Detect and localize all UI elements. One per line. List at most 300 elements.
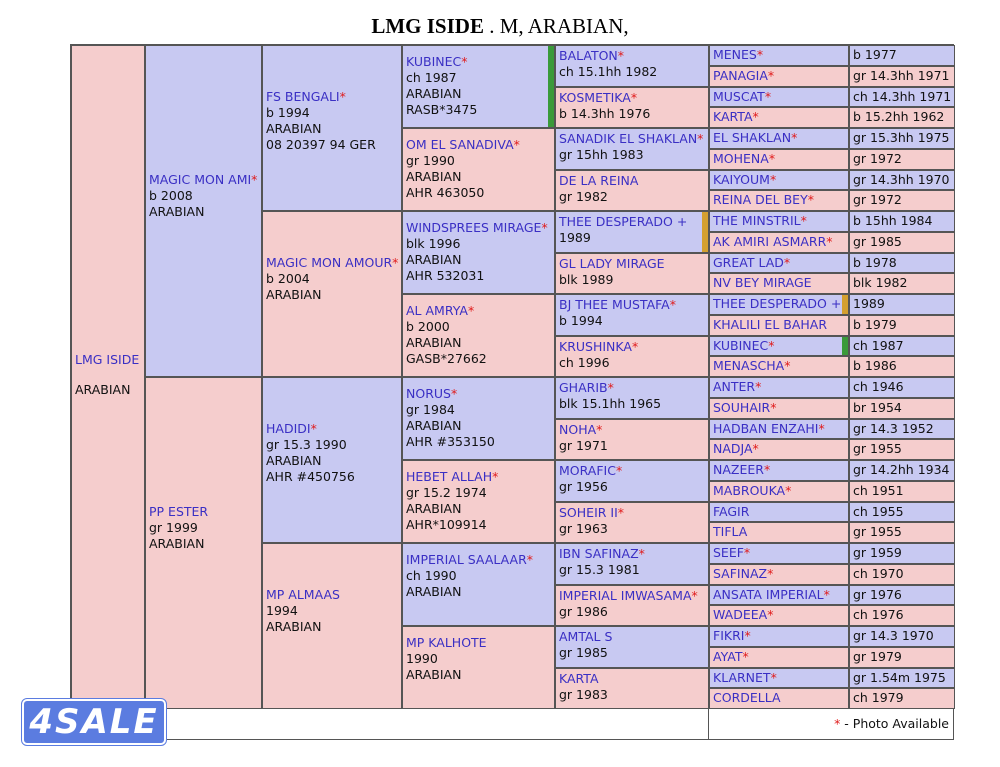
horse-detail: RASB*3475 <box>406 102 478 117</box>
photo-available-star: * <box>800 213 807 228</box>
horse-name-line <box>559 380 708 396</box>
generation-5-name-cell[interactable] <box>709 356 849 377</box>
parent-cell[interactable] <box>145 45 262 377</box>
generation-4-cell[interactable] <box>555 668 709 710</box>
generation-5-name-cell[interactable] <box>709 688 849 709</box>
generation-5-name-cell[interactable] <box>709 66 849 87</box>
horse-detail: b 1994 <box>559 313 603 328</box>
generation-5-name-cell[interactable] <box>709 377 849 398</box>
horse-detail: gr 1971 <box>559 437 608 453</box>
generation-5-info-cell: ch 1946 <box>849 377 955 398</box>
generation-5-name-cell[interactable] <box>709 87 849 108</box>
horse-detail: ARABIAN <box>406 418 462 433</box>
photo-available-star: * <box>513 137 520 152</box>
horse-detail: ch 15.1hh 1982 <box>559 64 658 79</box>
photo-available-star: * <box>785 482 792 498</box>
horse-detail: AHR 463050 <box>406 185 485 200</box>
grandparent-cell[interactable] <box>262 211 402 377</box>
generation-5-name-cell[interactable] <box>709 190 849 211</box>
photo-available-star: * <box>770 669 777 685</box>
generation-5-name-cell[interactable] <box>709 273 849 294</box>
horse-detail: 1990 <box>406 651 438 666</box>
great-grandparent-cell[interactable] <box>402 377 555 460</box>
horse-name-line <box>559 48 708 64</box>
horse-detail: ARABIAN <box>75 382 131 397</box>
horse-detail: ARABIAN <box>266 619 322 634</box>
horse-name-line <box>559 214 708 230</box>
horse-name-link[interactable]: SAFINAZ <box>713 565 768 581</box>
horse-name-link[interactable]: FS BENGALI <box>266 89 340 104</box>
horse-name-link[interactable]: AK AMIRI ASMARR <box>713 233 827 249</box>
legend-star: * <box>834 716 841 731</box>
horse-name-line <box>266 89 401 105</box>
horse-name-link[interactable]: KUBINEC <box>406 54 462 69</box>
horse-detail: ARABIAN <box>406 252 462 267</box>
horse-name-link[interactable]: KARTA <box>559 670 599 686</box>
horse-name-line <box>406 303 554 319</box>
horse-detail: gr 15hh 1983 <box>559 147 644 162</box>
horse-name-link[interactable]: SEEF <box>713 545 744 560</box>
generation-5-info-cell: ch 1970 <box>849 564 955 585</box>
horse-detail: ARABIAN <box>266 287 322 302</box>
generation-5-info-cell: ch 1987 <box>849 336 955 357</box>
photo-available-star: * <box>392 255 399 270</box>
horse-detail: b 2008 <box>149 188 193 203</box>
generation-4-cell[interactable] <box>555 585 709 627</box>
generation-5-name-cell[interactable] <box>709 605 849 626</box>
horse-detail: gr 1983 <box>559 686 608 702</box>
horse-name-link[interactable]: LMG ISIDE <box>75 352 140 367</box>
horse-detail: ARABIAN <box>406 501 462 516</box>
horse-name-line <box>266 255 401 271</box>
horse-name-link[interactable]: MORAFIC <box>559 463 616 478</box>
horse-name-line <box>559 90 708 106</box>
photo-available-star: * <box>541 220 548 235</box>
generation-5-info-cell: ch 1979 <box>849 688 955 709</box>
generation-5-name-cell[interactable] <box>709 585 849 606</box>
horse-name-link[interactable]: TIFLA <box>713 524 748 540</box>
horse-detail: AHR #450756 <box>266 469 355 484</box>
generation-5-info-cell: gr 1.54m 1975 <box>849 668 955 689</box>
horse-name-link[interactable]: MOHENA <box>713 150 769 166</box>
horse-name-link[interactable]: BALATON <box>559 48 618 63</box>
horse-detail: 08 20397 94 GER <box>266 137 376 152</box>
horse-name-link[interactable]: MABROUKA <box>713 482 786 498</box>
generation-5-name-cell[interactable] <box>709 149 849 170</box>
generation-5-name-cell[interactable] <box>709 481 849 502</box>
generation-5-info-cell: gr 1959 <box>849 543 955 564</box>
generation-4-cell[interactable] <box>555 170 709 212</box>
horse-detail: AHR*109914 <box>406 517 487 532</box>
horse-name-link[interactable]: IMPERIAL IMWASAMA <box>559 587 692 603</box>
generation-4-cell[interactable] <box>555 45 709 87</box>
horse-name-line <box>406 137 554 153</box>
photo-available-star: * <box>752 109 759 125</box>
generation-5-info-cell: b 1977 <box>849 45 955 66</box>
horse-name-link[interactable]: SOHEIR II <box>559 504 618 520</box>
generation-5-info-cell: b 1978 <box>849 253 955 274</box>
horse-detail: gr 15.3 1990 <box>266 437 347 452</box>
great-grandparent-cell[interactable] <box>402 543 555 626</box>
horse-detail: b 2000 <box>406 319 450 334</box>
photo-available-star: * <box>630 89 638 105</box>
horse-name-line <box>559 131 708 147</box>
horse-name-link[interactable]: MENASCHA <box>713 358 785 374</box>
photo-available-star: * <box>615 463 623 478</box>
photo-available-star: * <box>742 648 749 664</box>
generation-5-name-cell[interactable] <box>709 128 849 149</box>
generation-5-info-cell: gr 1985 <box>849 232 955 253</box>
horse-name-link[interactable]: BJ THEE MUSTAFA <box>559 297 670 312</box>
photo-available-star: * <box>467 303 475 318</box>
horse-name-link[interactable]: KHALILI EL BAHAR <box>713 316 828 332</box>
generation-5-name-cell[interactable] <box>709 315 849 336</box>
horse-name-link[interactable]: REINA DEL BEY <box>713 192 808 208</box>
generation-4-cell[interactable] <box>555 626 709 668</box>
horse-name-link[interactable]: FAGIR <box>713 503 750 519</box>
horse-detail: blk 15.1hh 1965 <box>559 396 662 411</box>
generation-5-name-cell[interactable] <box>709 419 849 440</box>
horse-name-line <box>559 629 708 645</box>
horse-name-link[interactable]: MENES <box>713 47 757 62</box>
generation-5-info-cell: gr 14.3 1970 <box>849 626 955 647</box>
photo-available-star: * <box>310 421 317 436</box>
generation-5-info-cell: gr 14.3hh 1971 <box>849 66 955 87</box>
horse-detail: gr 1982 <box>559 188 608 204</box>
horse-name-link[interactable]: MAGIC MON AMI <box>149 172 252 187</box>
horse-name-link[interactable]: WINDSPREES MIRAGE <box>406 220 542 235</box>
horse-detail: gr 1956 <box>559 479 608 494</box>
great-grandparent-cell[interactable] <box>402 128 555 211</box>
photo-available-star: * <box>755 379 762 394</box>
horse-name-line <box>406 54 554 70</box>
horse-name-link[interactable]: THE MINSTRIL <box>713 213 801 228</box>
horse-detail: GASB*27662 <box>406 351 487 366</box>
horse-detail: ARABIAN <box>149 536 205 551</box>
horse-name-link[interactable]: AMTAL S <box>559 629 613 644</box>
legend-text: - Photo Available <box>840 716 949 731</box>
horse-detail: ch 1990 <box>406 568 457 583</box>
parent-cell[interactable] <box>145 377 262 709</box>
generation-5-info-cell: gr 15.3hh 1975 <box>849 128 955 149</box>
horse-name-link[interactable]: THEE DESPERADO + <box>713 296 842 311</box>
great-grandparent-cell[interactable] <box>402 45 555 128</box>
photo-available-star: * <box>596 421 603 437</box>
generation-4-cell[interactable] <box>555 502 709 544</box>
horse-name-link[interactable]: KLARNET <box>713 669 771 685</box>
green-marker <box>548 46 554 127</box>
generation-5-name-cell[interactable] <box>709 398 849 419</box>
photo-available-star: * <box>697 131 704 146</box>
photo-available-star: * <box>752 441 759 457</box>
horse-detail: b 14.3hh 1976 <box>559 105 651 121</box>
horse-name-link[interactable]: SOUHAIR <box>713 399 771 415</box>
horse-name-line <box>559 256 708 272</box>
horse-name-link[interactable]: AYAT <box>713 648 743 664</box>
horse-detail: ARABIAN <box>406 584 462 599</box>
photo-available-star: * <box>631 338 639 354</box>
generation-5-name-cell[interactable] <box>709 522 849 543</box>
legend <box>708 708 954 740</box>
horse-name-link[interactable]: WADEEA <box>713 607 768 623</box>
horse-name-line <box>559 588 708 604</box>
generation-4-cell[interactable] <box>555 211 709 253</box>
horse-detail: gr 1986 <box>559 603 608 619</box>
horse-detail: ARABIAN <box>266 121 322 136</box>
photo-available-star: * <box>764 88 772 104</box>
generation-5-name-cell[interactable] <box>709 564 849 585</box>
horse-name-line <box>559 546 708 562</box>
horse-name-line <box>149 504 261 520</box>
horse-name-link[interactable]: THEE DESPERADO + <box>559 214 688 229</box>
horse-name-link[interactable]: MAGIC MON AMOUR <box>266 255 393 270</box>
horse-name-link[interactable]: PANAGIA <box>713 67 768 83</box>
great-grandparent-cell[interactable] <box>402 211 555 294</box>
photo-available-star: * <box>492 469 499 484</box>
horse-name-link[interactable]: IMPERIAL SAALAAR <box>406 552 527 567</box>
generation-5-info-cell: ch 1951 <box>849 481 955 502</box>
generation-4-cell[interactable] <box>555 543 709 585</box>
horse-detail: ARABIAN <box>406 169 462 184</box>
generation-5-name-cell[interactable] <box>709 232 849 253</box>
generation-5-name-cell[interactable] <box>709 668 849 689</box>
generation-5-info-cell: ch 14.3hh 1971 <box>849 87 955 108</box>
generation-5-name-cell[interactable] <box>709 170 849 191</box>
horse-name-line <box>559 671 708 687</box>
photo-available-star: * <box>818 420 825 436</box>
generation-5-info-cell: gr 14.3hh 1970 <box>849 170 955 191</box>
horse-name-link[interactable]: IBN SAFINAZ <box>559 546 639 561</box>
horse-detail: gr 15.2 1974 <box>406 485 487 500</box>
horse-name: LMG ISIDE <box>371 14 484 38</box>
horse-name-link[interactable]: CORDELLA <box>713 690 781 706</box>
generation-4-cell[interactable] <box>555 128 709 170</box>
photo-available-star: * <box>744 628 751 643</box>
horse-detail: ARABIAN <box>406 667 462 682</box>
photo-available-star: * <box>767 565 774 581</box>
photo-available-star: * <box>763 462 771 477</box>
photo-available-star: * <box>617 504 625 520</box>
horse-name-link[interactable]: ANTER <box>713 379 756 394</box>
horse-name-link[interactable]: AL AMRYA <box>406 303 468 318</box>
generation-5-name-cell[interactable] <box>709 626 849 647</box>
grandparent-cell[interactable] <box>262 377 402 543</box>
gold-marker <box>702 212 708 252</box>
photo-available-star: * <box>791 130 798 145</box>
generation-5-name-cell[interactable] <box>709 253 849 274</box>
horse-detail: blk 1989 <box>559 271 614 287</box>
horse-detail: blk 1996 <box>406 236 461 251</box>
grandparent-cell[interactable] <box>262 543 402 709</box>
horse-name-link[interactable]: KAIYOUM <box>713 171 770 187</box>
generation-5-name-cell[interactable] <box>709 294 849 315</box>
horse-name-line <box>559 463 708 479</box>
horse-name-line <box>559 173 708 189</box>
horse-detail: gr 1990 <box>406 153 455 168</box>
horse-name-link[interactable]: GL LADY MIRAGE <box>559 255 665 271</box>
4sale-logo: 4SALE <box>22 699 166 745</box>
horse-name-line <box>266 421 401 437</box>
horse-name-link[interactable]: FIKRI <box>713 628 745 643</box>
horse-name-line <box>266 587 401 603</box>
generation-4-cell[interactable] <box>555 336 709 378</box>
photo-available-star: * <box>784 358 791 374</box>
generation-5-info-cell: br 1954 <box>849 398 955 419</box>
pedigree-chart <box>70 44 954 740</box>
horse-detail: b 2004 <box>266 271 310 286</box>
photo-available-star: * <box>823 586 830 602</box>
photo-available-star: * <box>669 297 676 312</box>
photo-available-star: * <box>691 587 698 603</box>
horse-name-line <box>406 552 554 568</box>
horse-name-link[interactable]: MP ALMAAS <box>266 587 340 602</box>
gold-marker <box>842 295 848 314</box>
horse-detail: gr 1963 <box>559 520 608 536</box>
generation-5-name-cell[interactable] <box>709 45 849 66</box>
photo-available-star: * <box>743 545 751 560</box>
photo-available-star: * <box>768 337 775 353</box>
generation-4-cell[interactable] <box>555 253 709 295</box>
horse-name-line <box>406 635 554 651</box>
horse-name-link[interactable]: KARTA <box>713 109 753 125</box>
horse-name-line <box>75 352 144 368</box>
horse-name-line <box>559 339 708 355</box>
great-grandparent-cell[interactable] <box>402 626 555 709</box>
horse-detail: gr 1999 <box>149 520 198 535</box>
horse-name-link[interactable]: HADIDI <box>266 421 311 436</box>
photo-available-star: * <box>767 607 774 623</box>
generation-5-info-cell: b 15hh 1984 <box>849 211 955 232</box>
horse-detail: gr 1985 <box>559 645 608 660</box>
horse-detail: AHR #353150 <box>406 434 495 449</box>
photo-available-star: * <box>768 150 776 166</box>
horse-detail: 1994 <box>266 603 298 618</box>
generation-5-name-cell[interactable] <box>709 647 849 668</box>
photo-available-star: * <box>339 89 346 104</box>
photo-available-star: * <box>617 48 625 63</box>
photo-available-star: * <box>756 47 764 62</box>
generation-5-name-cell[interactable] <box>709 543 849 564</box>
horse-detail: 1989 <box>559 230 591 245</box>
generation-5-info-cell: gr 14.2hh 1934 <box>849 460 955 481</box>
generation-5-name-cell[interactable] <box>709 336 849 357</box>
horse-name-link[interactable]: NOHA <box>559 421 597 437</box>
generation-5-info-cell: b 1986 <box>849 356 955 377</box>
horse-name-link[interactable]: DE LA REINA <box>559 172 639 188</box>
grandparent-cell[interactable] <box>262 45 402 211</box>
horse-name-link[interactable]: GREAT LAD <box>713 254 784 270</box>
horse-name-link[interactable]: EL SHAKLAN <box>713 130 792 145</box>
photo-available-star: * <box>526 552 534 567</box>
photo-available-star: * <box>607 380 614 395</box>
horse-name-link[interactable]: KUBINEC <box>713 337 769 353</box>
horse-name-link[interactable]: OM EL SANADIVA <box>406 137 514 152</box>
generation-5-info-cell: b 15.2hh 1962 <box>849 107 955 128</box>
generation-5-info-cell: gr 1955 <box>849 439 955 460</box>
horse-name-line <box>406 469 554 485</box>
photo-available-star: * <box>251 172 258 187</box>
horse-name-link[interactable]: HEBET ALLAH <box>406 469 493 484</box>
horse-detail: gr 15.3 1981 <box>559 562 640 577</box>
subject-horse-cell[interactable] <box>71 45 145 709</box>
horse-detail: ARABIAN <box>406 86 462 101</box>
great-grandparent-cell[interactable] <box>402 294 555 377</box>
generation-4-cell[interactable] <box>555 460 709 502</box>
generation-5-info-cell: b 1979 <box>849 315 955 336</box>
horse-name-line <box>406 386 554 402</box>
horse-name-link[interactable]: ANSATA IMPERIAL <box>713 586 824 602</box>
photo-available-star: * <box>769 171 777 187</box>
generation-4-cell[interactable] <box>555 419 709 461</box>
photo-available-star: * <box>450 386 458 401</box>
generation-5-info-cell: ch 1976 <box>849 605 955 626</box>
horse-detail: ch 1996 <box>559 354 610 370</box>
horse-name-line <box>149 172 261 188</box>
horse-detail: gr 1984 <box>406 402 455 417</box>
horse-detail: ARABIAN <box>406 335 462 350</box>
green-marker <box>842 337 848 356</box>
generation-4-cell[interactable] <box>555 294 709 336</box>
horse-name-link[interactable]: MUSCAT <box>713 88 765 104</box>
great-grandparent-cell[interactable] <box>402 460 555 543</box>
horse-name-line <box>406 220 554 236</box>
photo-available-star: * <box>638 546 645 561</box>
horse-name-link[interactable]: NORUS <box>406 386 451 401</box>
generation-5-info-cell: ch 1955 <box>849 502 955 523</box>
horse-name-link[interactable]: KRUSHINKA <box>559 338 632 354</box>
title-details: . M, ARABIAN, <box>483 14 629 38</box>
photo-available-star: * <box>826 233 833 249</box>
generation-5-name-cell[interactable] <box>709 439 849 460</box>
horse-name-link[interactable]: HADBAN ENZAHI <box>713 420 819 436</box>
horse-name-link[interactable]: KOSMETIKA <box>559 89 631 105</box>
horse-detail: b 1994 <box>266 105 310 120</box>
horse-detail: AHR 532031 <box>406 268 485 283</box>
generation-5-info-cell: gr 14.3 1952 <box>849 419 955 440</box>
generation-5-name-cell[interactable] <box>709 502 849 523</box>
horse-name-line <box>559 422 708 438</box>
generation-5-info-cell: gr 1972 <box>849 190 955 211</box>
generation-5-name-cell[interactable] <box>709 211 849 232</box>
horse-name-link[interactable]: MP KALHOTE <box>406 635 487 650</box>
generation-4-cell[interactable] <box>555 377 709 419</box>
photo-available-star: * <box>767 67 775 83</box>
generation-4-cell[interactable] <box>555 87 709 129</box>
page-title <box>0 14 1000 39</box>
generation-5-name-cell[interactable] <box>709 460 849 481</box>
photo-available-star: * <box>783 254 791 270</box>
photo-available-star: * <box>461 54 468 69</box>
photo-available-star: * <box>770 399 777 415</box>
horse-name-link[interactable]: SANADIK EL SHAKLAN <box>559 131 698 146</box>
horse-name-link[interactable]: NAZEER <box>713 462 764 477</box>
horse-detail <box>75 368 144 378</box>
horse-name-link[interactable]: NADJA <box>713 441 753 457</box>
horse-detail: ch 1987 <box>406 70 457 85</box>
horse-detail: ARABIAN <box>149 204 205 219</box>
generation-5-name-cell[interactable] <box>709 107 849 128</box>
horse-name-line <box>559 505 708 521</box>
generation-5-info-cell: blk 1982 <box>849 273 955 294</box>
horse-name-link[interactable]: NV BEY MIRAGE <box>713 275 812 291</box>
photo-available-star: * <box>807 192 814 208</box>
horse-name-link[interactable]: PP ESTER <box>149 504 209 519</box>
horse-detail: ARABIAN <box>266 453 322 468</box>
horse-name-link[interactable]: GHARIB <box>559 380 608 395</box>
generation-5-info-cell: gr 1976 <box>849 585 955 606</box>
generation-5-info-cell: gr 1955 <box>849 522 955 543</box>
generation-5-info-cell: 1989 <box>849 294 955 315</box>
